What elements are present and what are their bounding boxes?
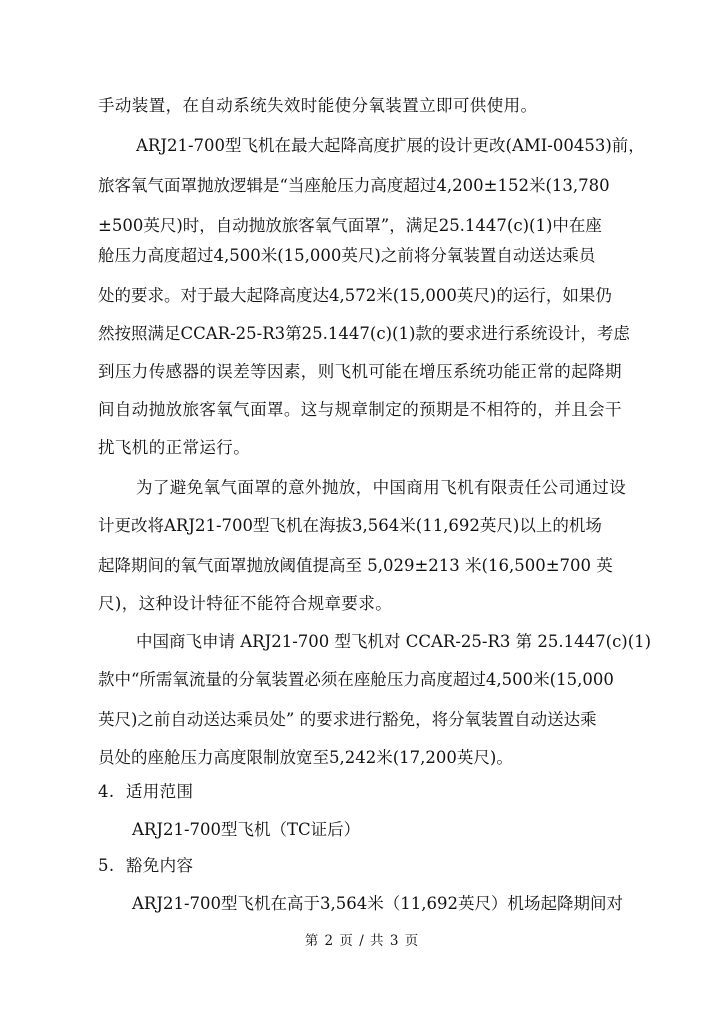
paragraph-2-line-3: ±500英尺)时，自动抛放旅客氧气面罩”，满足25.1447(c)(1)中在座 [98,216,602,235]
page-footer: 第 2 页 / 共 3 页 [304,933,420,949]
section-4-heading: 4. 适用范围 [98,782,194,801]
paragraph-4-line-2: 款中“所需氧流量的分氧装置必须在座舱压力高度超过4,500米(15,000 [98,670,614,689]
paragraph-3-line-3: 起降期间的氧气面罩抛放阈值提高至 5,029±213 米(16,500±700 英 [98,556,613,575]
paragraph-2-line-1: ARJ21-700型飞机在最大起降高度扩展的设计更改(AMI-00453)前， [136,136,645,155]
paragraph-3-line-1: 为了避免氧气面罩的意外抛放，中国商用飞机有限责任公司通过设 [136,478,627,497]
paragraph-4-line-1: 中国商飞申请 ARJ21-700 型飞机对 CCAR-25-R3 第 25.1447(c)(1) [136,632,652,651]
paragraph-3-line-4: 尺)，这种设计特征不能符合规章要求。 [98,594,393,613]
paragraph-2-line-8: 间自动抛放旅客氧气面罩。这与规章制定的预期是不相符的，并且会干 [98,400,622,419]
paragraph-3-line-2: 计更改将ARJ21-700型飞机在海拔3,564米(11,692英尺)以上的机场 [98,516,602,535]
paragraph-1-line-1: 手动装置，在自动系统失效时能使分氧装置立即可供使用。 [98,96,538,115]
paragraph-2-line-5: 处的要求。对于最大起降高度达4,572米(15,000英尺)的运行，如果仍 [98,286,612,305]
paragraph-2-line-9: 扰飞机的正常运行。 [98,438,251,457]
paragraph-2-line-2: 旅客氧气面罩抛放逻辑是“当座舱压力高度超过4,200±152米(13,780 [98,176,610,195]
paragraph-2-line-6: 然按照满足CCAR-25-R3第25.1447(c)(1)款的要求进行系统设计，考虑 [98,324,630,343]
section-4-body: ARJ21-700型飞机（TC证后） [132,820,361,839]
paragraph-2-line-7: 到压力传感器的误差等因素，则飞机可能在增压系统功能正常的起降期 [98,362,622,381]
paragraph-2-line-4: 舱压力高度超过4,500米(15,000英尺)之前将分氧装置自动送达乘员 [98,246,596,265]
section-5-heading: 5. 豁免内容 [98,856,194,875]
paragraph-4-line-3: 英尺)之前自动送达乘员处” 的要求进行豁免，将分氧装置自动送达乘 [98,710,597,729]
paragraph-4-line-4: 员处的座舱压力高度限制放宽至5,242米(17,200英尺)。 [98,748,513,767]
section-5-body: ARJ21-700型飞机在高于3,564米（11,692英尺）机场起降期间对 [132,894,623,913]
